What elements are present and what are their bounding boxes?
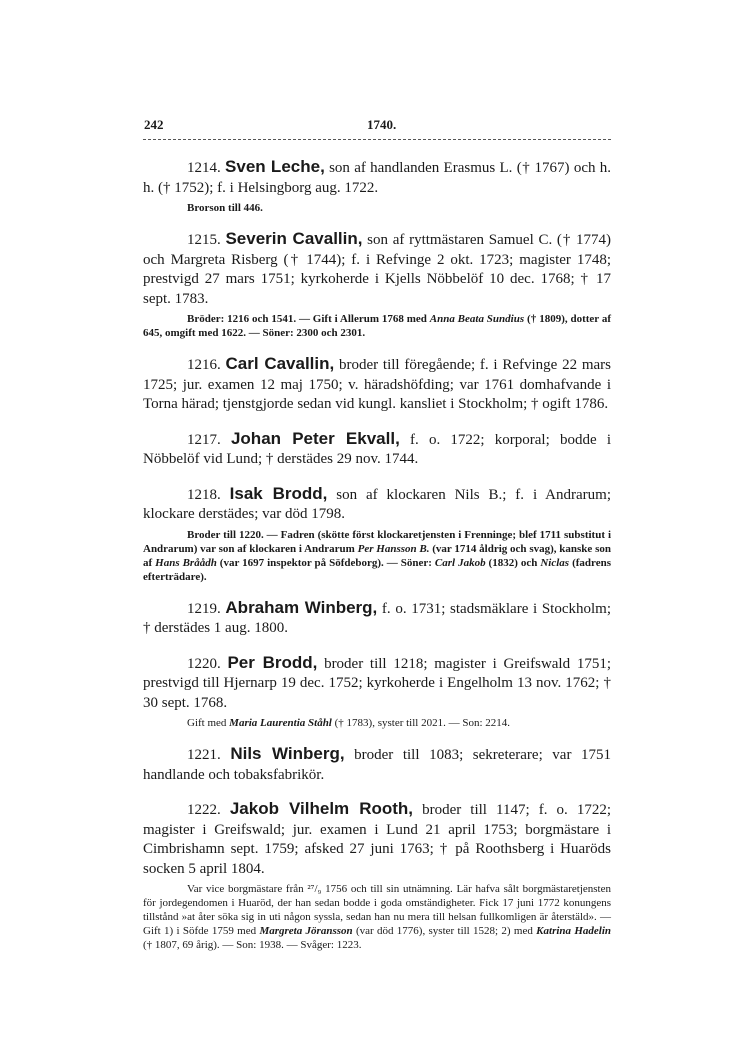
person-name: Abraham Winberg, xyxy=(225,597,378,617)
entry-body: broder till 1083; sekreterare; var 1751 handlande och tobaksfabrikör. xyxy=(143,747,612,783)
entry-note: Brorson till 446. xyxy=(187,202,263,214)
person-name: Per Brodd, xyxy=(227,652,318,672)
entry-text xyxy=(143,799,611,879)
entry-text xyxy=(143,744,611,785)
note-text: Gift med xyxy=(187,717,230,729)
note-text: (1832) och xyxy=(485,556,541,569)
entry-1218 xyxy=(143,484,611,584)
note-text: (var 1697 inspektor på Söfdeborg). — Söner: xyxy=(216,556,435,569)
entry-1215 xyxy=(143,229,611,340)
entry-note xyxy=(143,312,611,340)
entry-text xyxy=(143,157,611,198)
entry-1219 xyxy=(143,598,611,639)
entry-body: broder till 1147; f. o. 1722; magister i Greifswald; jur. examen i Lund 21 april 1753; borgmästare i Cimbrishamn sept. 1759; afsked 27 juni 1763; † på Roothsberg i Huaröds socken 5 april 1804. xyxy=(143,802,612,877)
note-text: († 1809), dotter af 645, omgift med 1622. — Söner: 2300 och 2301. xyxy=(143,313,612,339)
person-name: Nils Winberg, xyxy=(230,744,345,763)
entry-number: 1219. xyxy=(187,600,221,617)
page-number: 242 xyxy=(144,117,164,132)
header-rule xyxy=(143,139,611,140)
person-name: Carl Cavallin, xyxy=(225,354,335,373)
person-name: Isak Brodd, xyxy=(229,483,328,503)
entry-text xyxy=(143,229,611,309)
note-person: Niclas xyxy=(540,556,570,569)
entry-text xyxy=(143,429,611,470)
note-text: (var död 1776), syster till 1528; 2) med xyxy=(352,925,537,937)
entry-body: son af handlanden Erasmus L. († 1767) och h. h. († 1752); f. i Helsingborg aug. 1722. xyxy=(143,160,612,196)
page-header xyxy=(143,117,611,139)
entry-number: 1218. xyxy=(187,486,221,503)
note-person: Maria Laurentia Ståhl xyxy=(229,717,332,729)
entry-text xyxy=(143,653,611,714)
note-text: (fadrens efterträdare). xyxy=(143,556,611,583)
entry-number: 1220. xyxy=(187,655,221,672)
entry-body: broder till 1218; magister i Greifswald 1751; prestvigd till Hjernarp 19 dec. 1752; kyrkoherde i Engelholm 13 nov. 1762; † 30 sept. 1768. xyxy=(143,655,611,711)
person-name: Severin Cavallin, xyxy=(225,229,363,248)
entry-body: son af ryttmästaren Samuel C. († 1774) och Margreta Risberg († 1744); f. i Refvinge 2 okt. 1723; magister 1748; prestvigd 27 mars 1751; kyrkoherde i Kjells Nöbbelöf 10 dec. 1768; † 17 sept. 1783. xyxy=(143,232,611,307)
entry-number: 1221. xyxy=(187,747,221,763)
note-text: Broder till 1220. — Fadren (skötte först klockaretjensten i Frenninge; blef 1711 substitut i Andrarum) var son af klockaren i Andrarum xyxy=(143,528,611,555)
entry-number: 1222. xyxy=(187,802,221,818)
entry-1217 xyxy=(143,429,611,470)
entry-1222 xyxy=(143,799,611,952)
entry-number: 1215. xyxy=(187,232,221,248)
page xyxy=(143,117,611,952)
note-person: Margreta Jöransson xyxy=(259,925,353,937)
entry-body: f. o. 1731; stadsmäklare i Stockholm; † derstädes 1 aug. 1800. xyxy=(143,600,611,636)
note-person: Katrina Hadelin xyxy=(536,925,612,937)
entry-1214 xyxy=(143,157,611,215)
entry-text xyxy=(143,354,611,415)
person-name: Sven Leche, xyxy=(225,157,325,176)
note-text: (var 1714 åldrig och svag), kanske son af xyxy=(143,542,611,569)
note-person: Carl Jakob xyxy=(434,556,486,569)
entry-number: 1214. xyxy=(187,160,221,176)
note-person: Hans Bråådh xyxy=(155,556,217,569)
entry-body: son af klockaren Nils B.; f. i Andrarum; klockare derstädes; var död 1798. xyxy=(143,486,611,522)
entry-number: 1216. xyxy=(187,357,221,373)
note-person: Anna Beata Sundius xyxy=(429,313,525,325)
entry-1220 xyxy=(143,653,611,731)
person-name: Johan Peter Ekvall, xyxy=(230,428,400,448)
entry-text xyxy=(143,484,611,525)
entry-note xyxy=(143,716,611,730)
note-text: († 1807, 69 årig). — Son: 1938. — Svåger: 1223. xyxy=(143,939,362,951)
page-year: 1740. xyxy=(367,117,397,132)
note-person: Per Hansson B. xyxy=(357,542,430,555)
entry-note xyxy=(143,528,611,584)
note-text: Var vice borgmästare från ²⁷/₉ 1756 och till sin utnämning. Lär hafva sålt borgmästaretjensten för jordegendomen i Huaröd, der han sedan bodde i goda omständigheter. Fick 17 juni 1772 konungens tillstånd »at åter söka sig in uti någon syssla, sedan han nu mera till helsan fullkomligen är återstäld». — Gift 1) i Söfde 1759 med xyxy=(143,883,611,937)
note-text: Bröder: 1216 och 1541. — Gift i Allerum 1768 med xyxy=(187,313,430,325)
entry-body: f. o. 1722; korporal; bodde i Nöbbelöf vid Lund; † derstädes 29 nov. 1744. xyxy=(143,431,612,467)
entry-1221 xyxy=(143,744,611,785)
note-text: († 1783), syster till 2021. — Son: 2214. xyxy=(331,717,511,729)
entry-1216 xyxy=(143,354,611,415)
entry-text xyxy=(143,598,611,639)
entry-number: 1217. xyxy=(187,431,221,448)
entry-note xyxy=(143,882,611,952)
entry-body: broder till föregående; f. i Refvinge 22 mars 1725; jur. examen 12 maj 1750; v. häradshöfding; var 1761 domhafvande i Torna härad; tjenstgjorde sedan vid kungl. kansliet i Stockholm; † ogift 1786. xyxy=(143,357,611,412)
person-name: Jakob Vilhelm Rooth, xyxy=(229,799,414,818)
